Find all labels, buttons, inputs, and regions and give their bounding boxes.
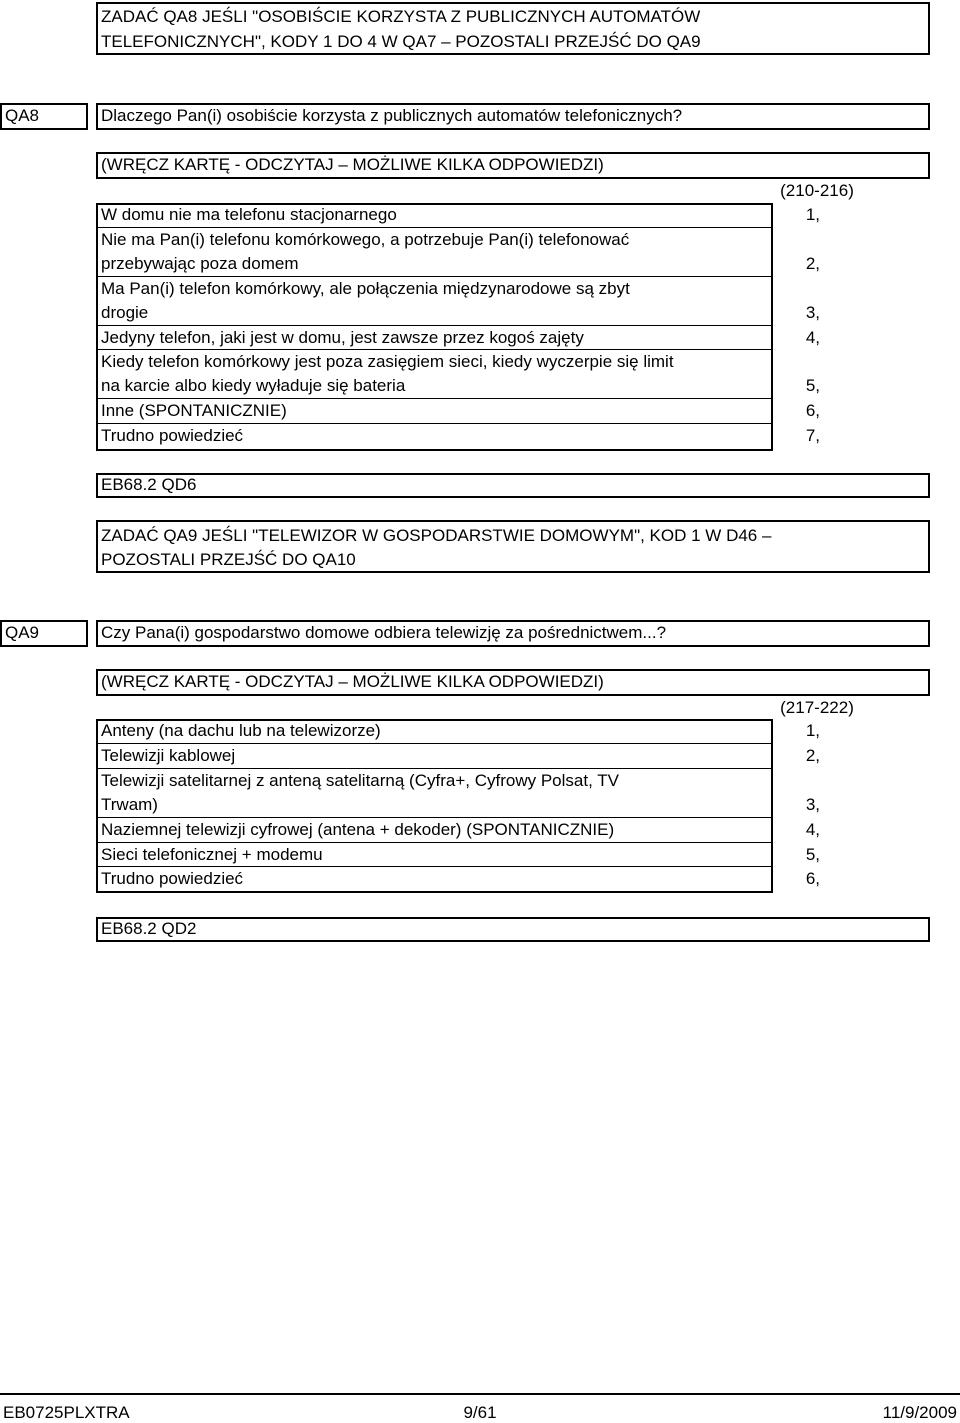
option-4: Jedyny telefon, jaki jest w domu, jest zawsze przez kogoś zajęty — [101, 328, 584, 347]
option-code-7: 7, — [805, 426, 820, 445]
option-1: W domu nie ma telefonu stacjonarnego — [101, 205, 397, 224]
option-3-cont: drogie — [101, 303, 149, 322]
option-code-2: 2, — [805, 746, 820, 765]
routing-instruction-line2: POZOSTALI PRZEJŚĆ DO QA10 — [101, 550, 356, 569]
source-reference-box — [96, 917, 930, 942]
footer-rule — [0, 1393, 960, 1395]
option-3: Ma Pan(i) telefon komórkowy, ale połączenia międzynarodowe są zbyt — [101, 279, 630, 298]
option-code-6: 6, — [805, 401, 820, 420]
question-id-label: QA9 — [5, 623, 40, 642]
card-instruction: (WRĘCZ KARTĘ - ODCZYTAJ – MOŻLIWE KILKA ODPOWIEDZI) — [101, 155, 604, 174]
option-2-cont: przebywając poza domem — [101, 254, 299, 273]
option-code-2: 2, — [805, 254, 820, 273]
option-3: Telewizji satelitarnej z anteną satelitarną (Cyfra+, Cyfrowy Polsat, TV — [101, 771, 619, 790]
routing-instruction-line1: ZADAĆ QA9 JEŚLI "TELEWIZOR W GOSPODARSTWIE DOMOWYM", KOD 1 W D46 – — [101, 526, 772, 545]
option-code-4: 4, — [805, 328, 820, 347]
source-reference: EB68.2 QD6 — [101, 475, 197, 494]
question-text: Czy Pana(i) gospodarstwo domowe odbiera telewizję za pośrednictwem...? — [101, 623, 667, 642]
question-id-label: QA8 — [5, 106, 40, 125]
option-6: Inne (SPONTANICZNIE) — [101, 401, 287, 420]
option-code-5: 5, — [805, 845, 820, 864]
option-code-3: 3, — [805, 303, 820, 322]
source-reference-box — [96, 473, 930, 498]
option-2: Nie ma Pan(i) telefonu komórkowego, a potrzebuje Pan(i) telefonować — [101, 230, 630, 249]
routing-instruction-line2: TELEFONICZNYCH", KODY 1 DO 4 W QA7 – POZOSTALI PRZEJŚĆ DO QA9 — [101, 32, 701, 51]
option-code-1: 1, — [805, 721, 820, 740]
source-reference: EB68.2 QD2 — [101, 919, 197, 938]
option-code-3: 3, — [805, 795, 820, 814]
option-1: Anteny (na dachu lub na telewizorze) — [101, 721, 381, 740]
option-code-4: 4, — [805, 820, 820, 839]
footer-doc-code: EB0725PLXTRA — [3, 1403, 130, 1422]
card-instruction: (WRĘCZ KARTĘ - ODCZYTAJ – MOŻLIWE KILKA ODPOWIEDZI) — [101, 672, 604, 691]
option-5-cont: na karcie albo kiedy wyładuje się bateria — [101, 376, 406, 395]
option-5: Kiedy telefon komórkowy jest poza zasięgiem sieci, kiedy wyczerpie się limit — [101, 352, 674, 371]
option-4: Naziemnej telewizji cyfrowej (antena + dekoder) (SPONTANICZNIE) — [101, 820, 615, 839]
option-2: Telewizji kablowej — [101, 746, 236, 765]
option-3-cont: Trwam) — [101, 795, 158, 814]
footer-date: 11/9/2009 — [882, 1403, 957, 1422]
option-5: Sieci telefonicznej + modemu — [101, 845, 323, 864]
option-code-5: 5, — [805, 376, 820, 395]
option-code-1: 1, — [805, 205, 820, 224]
option-code-6: 6, — [805, 869, 820, 888]
routing-instruction-line1: ZADAĆ QA8 JEŚLI "OSOBIŚCIE KORZYSTA Z PUBLICZNYCH AUTOMATÓW — [101, 7, 701, 26]
footer-page-number: 9/61 — [463, 1403, 497, 1422]
option-7: Trudno powiedzieć — [101, 426, 244, 445]
column-range: (217-222) — [780, 698, 854, 717]
option-6: Trudno powiedzieć — [101, 869, 244, 888]
column-range: (210-216) — [780, 181, 854, 200]
question-text: Dlaczego Pan(i) osobiście korzysta z publicznych automatów telefonicznych? — [101, 106, 683, 125]
